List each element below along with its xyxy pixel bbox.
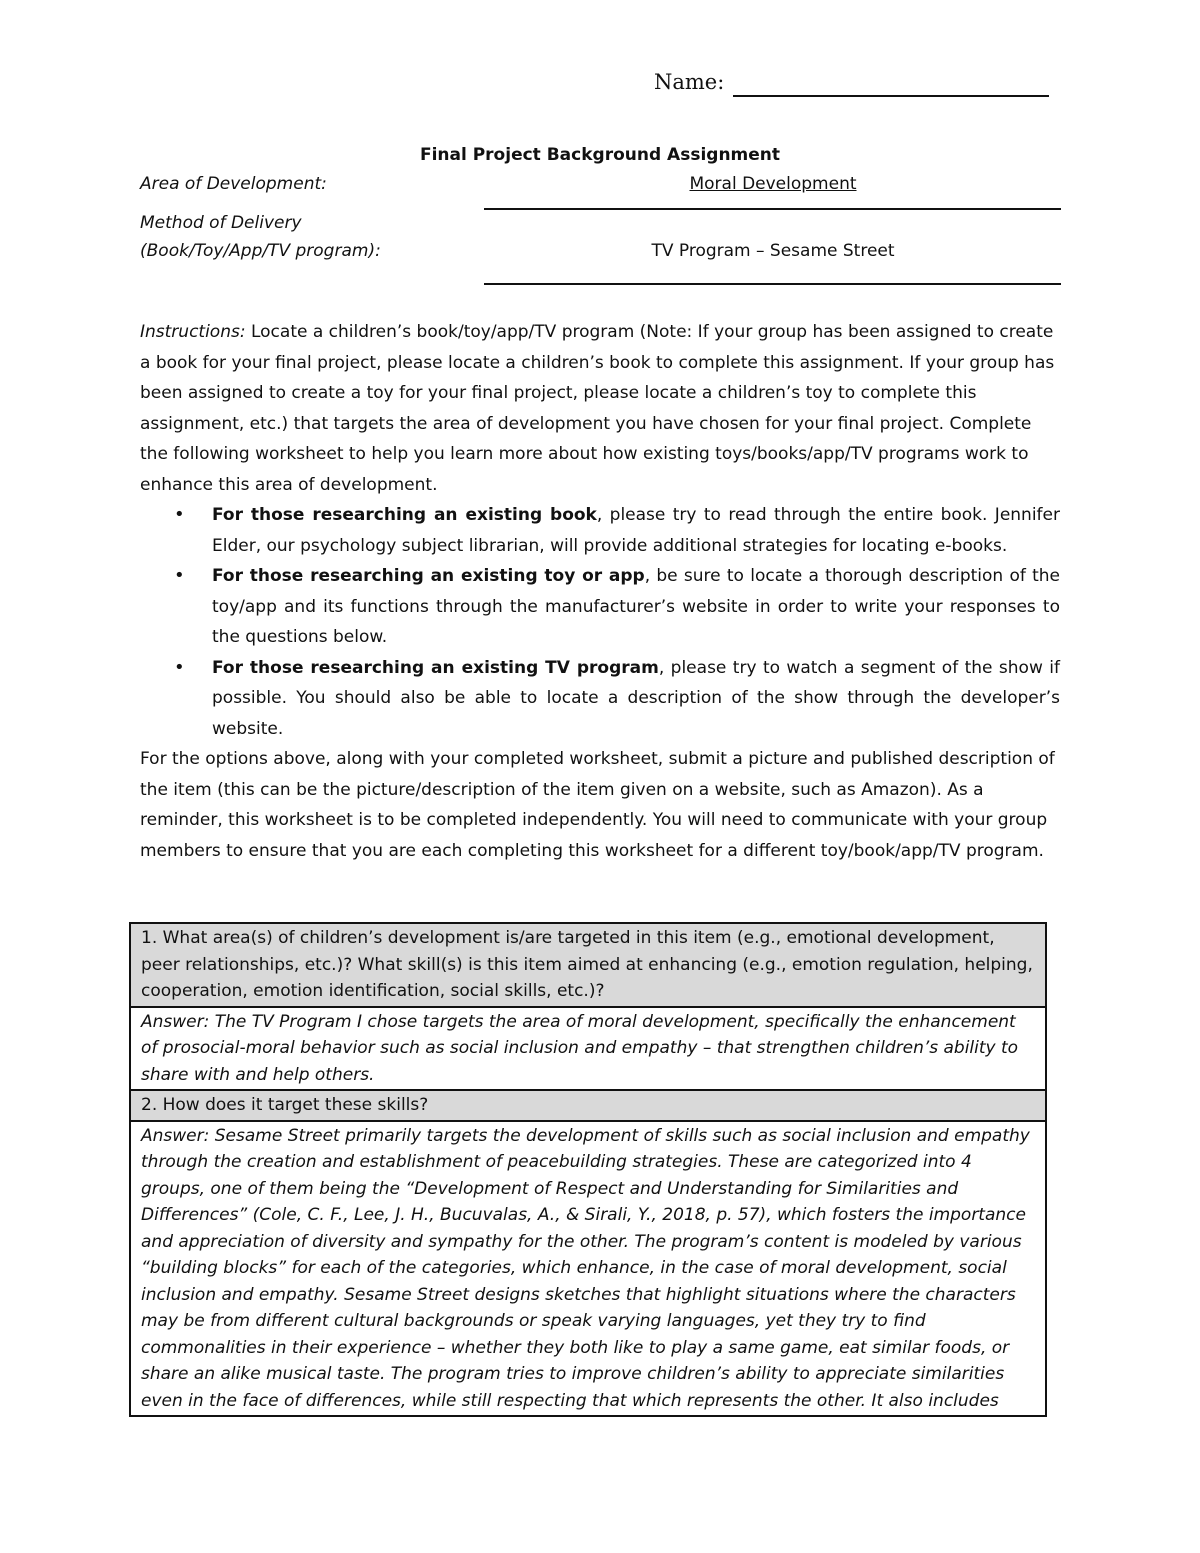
bullet-dot-icon: • — [174, 565, 185, 586]
question-2: 2. How does it target these skills? — [130, 1090, 1046, 1121]
method-value: TV Program – Sesame Street — [651, 241, 895, 261]
worksheet-table — [129, 922, 1047, 1417]
area-label: Area of Development: — [140, 174, 327, 194]
method-underline — [484, 283, 1061, 285]
answer-1: Answer: The TV Program I chose targets the area of moral development, specifically the enhancement of prosocial-moral behavior such as social inclusion and empathy – that strengthen children’s ability to share with and help others. — [130, 1007, 1046, 1091]
answer-2: Answer: Sesame Street primarily targets the development of skills such as social inclusion and empathy through the creation and establishment of peacebuilding strategies. These are categorized into 4 groups, one of them being the “Development of Respect and Understanding for Similarities and Differences” (Cole, C. F., Lee, J. H., Bucuvalas, A., & Sirali, Y., 2018, p. 57), which fosters the importance and appreciation of diversity and sympathy for the other. The program’s content is modeled by various “building blocks” for each of the categories, which enhance, in the case of moral development, social inclusion and empathy. Sesame Street designs sketches that highlight situations where the characters may be from different cultural backgrounds or speak varying languages, yet they try to find commonalities in their experience – whether they both like to play a same game, eat similar foods, or share an alike musical taste. The program tries to improve children’s ability to appreciate similarities even in the face of differences, while still respecting that which represents the other. It also includes — [130, 1121, 1046, 1417]
instructions-block — [140, 317, 1060, 866]
name-label: Name: — [654, 70, 725, 94]
question-1: 1. What area(s) of children’s development is/are targeted in this item (e.g., emotional development, peer relationships, etc.)? What skill(s) is this item aimed at enhancing (e.g., emotion regulation, helping, cooperation, emotion identification, social skills, etc.)? — [130, 923, 1046, 1007]
instructions-paragraph — [140, 317, 1060, 500]
method-label-line1: Method of Delivery — [140, 213, 302, 233]
bullet-bold: For those researching an existing toy or app — [212, 566, 645, 586]
bullet-text: , please try to watch a segment of the show if possible. You should also be able to locate a description of the show through the developer’s website. — [212, 657, 1060, 739]
instructions-body: Locate a children’s book/toy/app/TV program (Note: If your group has been assigned to create a book for your final project, please locate a children’s book to complete this assignment. If your group has been assigned to create a toy for your final project, please locate a children’s toy to complete this assignment, etc.) that targets the area of development you have chosen for your final project. Complete the following worksheet to help you learn more about how existing toys/books/app/TV programs work to enhance this area of development. — [140, 322, 1055, 495]
bullet-dot-icon: • — [174, 504, 185, 525]
bullet-text: , please try to read through the entire book. Jennifer Elder, our psychology subject librarian, will provide additional strategies for locating e-books. — [212, 505, 1060, 556]
method-label-line2: (Book/Toy/App/TV program): — [140, 241, 381, 261]
area-underline — [484, 208, 1061, 210]
bullet-item-tv — [174, 653, 1060, 745]
bullet-dot-icon: • — [174, 656, 185, 678]
bullet-item-toy-app — [174, 561, 1060, 653]
bullet-bold: For those researching an existing TV program — [212, 657, 659, 678]
area-value: Moral Development — [689, 174, 857, 194]
instructions-lead: Instructions: — [140, 322, 246, 342]
bullet-item-book — [174, 500, 1060, 561]
name-blank-line — [733, 95, 1049, 97]
table-row — [130, 1007, 1046, 1091]
table-row — [130, 1090, 1046, 1121]
instructions-bullet-list — [140, 500, 1060, 744]
document-title: Final Project Background Assignment — [419, 145, 781, 165]
bullet-bold: For those researching an existing book — [212, 505, 597, 525]
bullet-text: , be sure to locate a thorough description of the toy/app and its functions through the manufacturer’s website in order to write your responses to the questions below. — [212, 566, 1060, 647]
table-row — [130, 923, 1046, 1007]
table-row — [130, 1121, 1046, 1417]
instructions-closing: For the options above, along with your completed worksheet, submit a picture and published description of the item (this can be the picture/description of the item given on a website, such as Amazon). As a reminder, this worksheet is to be completed independently. You will need to communicate with your group members to ensure that you are each completing this worksheet for a different toy/book/app/TV program. — [140, 749, 1055, 861]
